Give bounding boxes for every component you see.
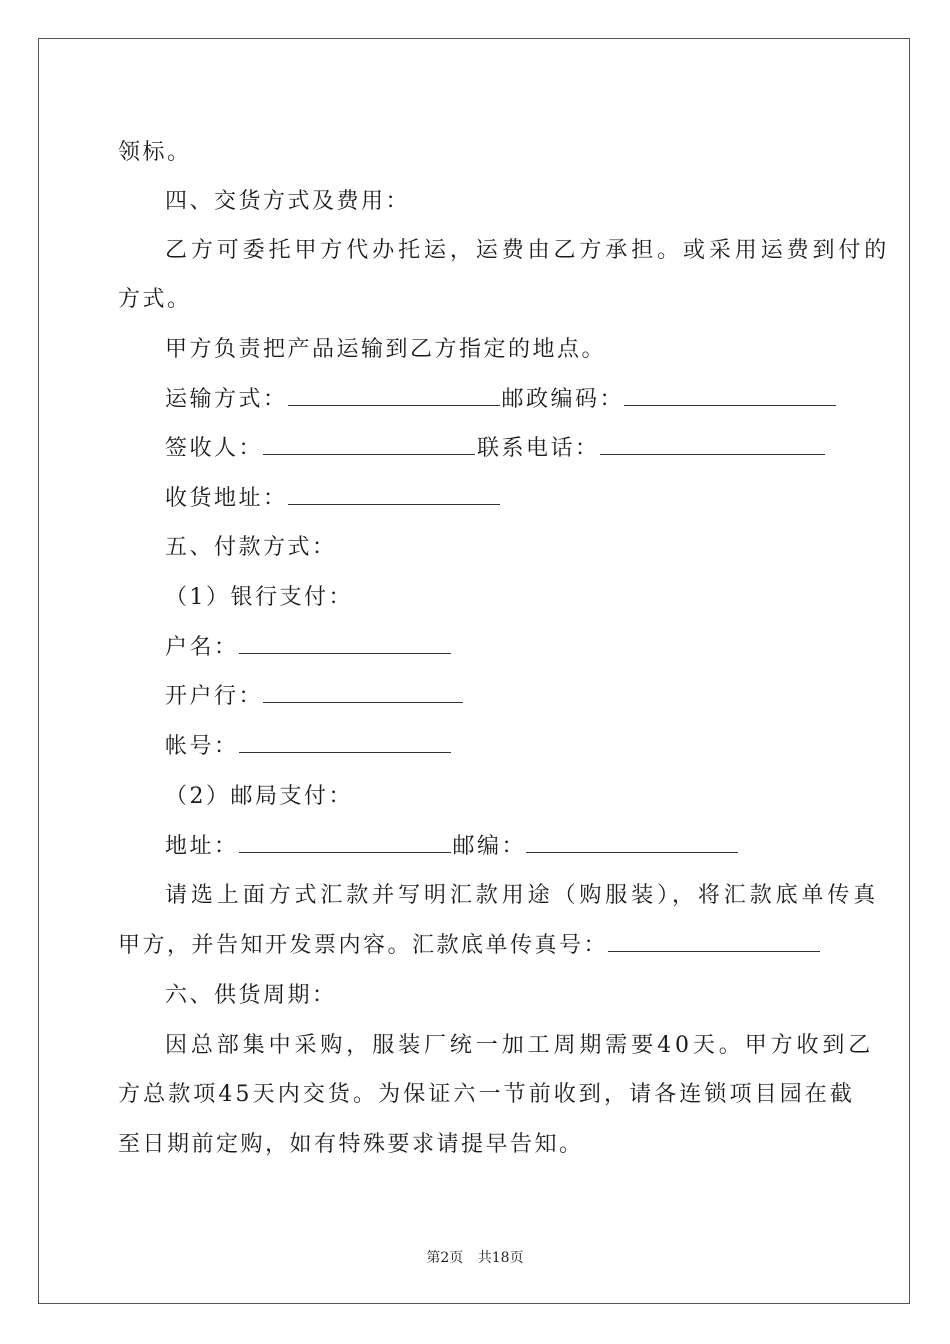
section-heading-payment: 五、付款方式：: [165, 535, 337, 560]
form-row-address: [165, 484, 502, 514]
field-label-receiver: 签收人：: [165, 436, 264, 461]
text-line: 至日期前定购，如有特殊要求请提早告知。: [118, 1132, 584, 1157]
text-line: 乙方可委托甲方代办托运，运费由乙方承担。或采用运费到付的: [165, 238, 891, 263]
field-label-transport: 运输方式：: [165, 387, 288, 412]
form-row-post-address: [165, 832, 740, 862]
page-total: 共18页: [477, 1250, 524, 1266]
text-line: 因总部集中采购，服装厂统一加工周期需要40天。甲方收到乙: [165, 1033, 875, 1058]
field-label-address: 收货地址：: [165, 486, 288, 511]
blank-bank[interactable]: [263, 682, 463, 703]
form-row-account-number: [165, 732, 453, 762]
form-row-receiver: [165, 434, 827, 464]
page-footer: [0, 1247, 950, 1267]
field-label-account-name: 户名：: [165, 635, 239, 660]
blank-address[interactable]: [288, 484, 500, 505]
subheading-bank: （1）银行支付：: [165, 585, 353, 610]
page-border: [38, 38, 910, 1304]
blank-receiver[interactable]: [263, 434, 475, 455]
blank-account-number[interactable]: [239, 732, 451, 753]
subheading-post: （2）邮局支付：: [165, 784, 353, 809]
field-label-bank: 开户行：: [165, 684, 264, 709]
text-line: 领标。: [118, 140, 192, 165]
text-line: 方总款项45天内交货。为保证六一节前收到，请各连锁项目园在截: [118, 1082, 855, 1107]
field-label-post-address: 地址：: [165, 834, 239, 859]
page-number: 第2页: [426, 1250, 464, 1266]
blank-phone[interactable]: [600, 434, 825, 455]
section-heading-delivery: 四、交货方式及费用：: [165, 189, 411, 214]
text-line: 请选上面方式汇款并写明汇款用途（购服装），将汇款底单传真: [165, 883, 880, 908]
blank-fax-number[interactable]: [608, 931, 820, 952]
field-label-postcode: 邮政编码：: [501, 387, 625, 412]
text-fax-instruction: 甲方，并告知开发票内容。汇款底单传真号：: [118, 933, 609, 958]
section-heading-supply: 六、供货周期：: [165, 983, 337, 1008]
text-line: 甲方负责把产品运输到乙方指定的地点。: [165, 337, 607, 362]
field-label-post-code: 邮编：: [452, 834, 527, 859]
field-label-account-number: 帐号：: [165, 734, 239, 759]
blank-account-name[interactable]: [239, 633, 451, 654]
form-row-account-name: [165, 633, 453, 663]
form-row-transport: [165, 385, 838, 415]
text-line: 方式。: [118, 287, 192, 312]
blank-post-address[interactable]: [239, 832, 451, 853]
form-row-bank: [165, 682, 465, 712]
form-row-fax: [118, 931, 822, 961]
field-label-phone: 联系电话：: [477, 436, 600, 461]
blank-postcode[interactable]: [624, 385, 836, 406]
blank-transport[interactable]: [288, 385, 500, 406]
blank-post-code[interactable]: [526, 832, 738, 853]
